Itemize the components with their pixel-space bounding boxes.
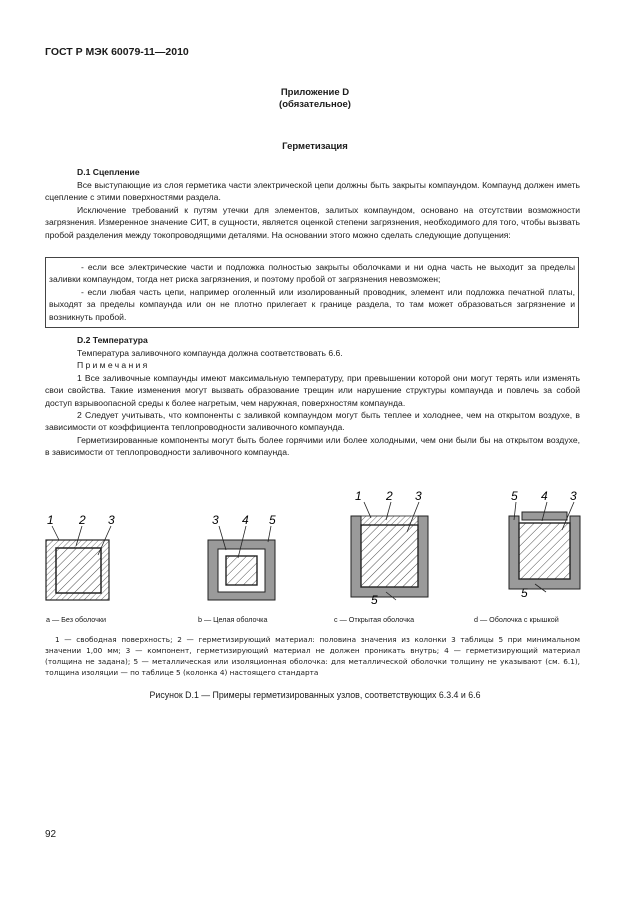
note-2: 2 Следует учитывать, что компоненты с заливкой компаундом могут быть теплее и холоднее, чем на открытом воздухе, в зависимости от коэффициента теплопроводности заливочного компаунда. xyxy=(45,410,580,433)
component xyxy=(226,556,257,585)
d1-text xyxy=(45,179,580,241)
label-1: 1 xyxy=(47,513,54,527)
assumption-2: - если любая часть цепи, например оголенный или изолированный проводник, элемент или подложка печатной платы, выходят за пределы компаунда или он не плотно прилегает к границе раздела, то там может образоваться загрязнение и возникнуть пробой. xyxy=(49,286,575,322)
document-id-header: ГОСТ Р МЭК 60079-11—2010 xyxy=(45,46,189,58)
d2-text xyxy=(45,347,580,459)
subcaption-a: а — Без оболочки xyxy=(46,615,106,624)
label-5: 5 xyxy=(269,513,276,527)
component xyxy=(361,525,418,587)
assumption-1: - если все электрические части и подложка полностью закрыты оболочками и ни одна часть не выходит за пределы заливки компаундом, тогда нет риска загрязнения, и поэтому пробой от загрязнения невозможен; xyxy=(49,262,575,285)
appendix-title: Приложение D xyxy=(280,87,350,98)
label-2: 2 xyxy=(386,489,393,503)
legend-text: 1 — свободная поверхность; 2 — герметизирующий материал: половина значения из колонки 3 таблицы 5 при минимальном значении 1,00 мм; 3 — компонент, герметизирующий материал не должен проникать внутрь; 4 — герметизирующий материал (толщина не задана); 5 — металлическая или изоляционная оболочка: для металлической оболочки толщину не указывают (см. 6.1), толщина изоляции — по таблице 5 (колонка 4) настоящего стандарта xyxy=(45,635,580,677)
figure-d1-diagrams xyxy=(0,480,630,620)
note-3: Герметизированные компоненты могут быть более горячими или более холодными, чем они были бы на открытом воздухе, в зависимости от теплопроводности заливочного компаунда. xyxy=(45,434,580,458)
notes-heading: Примечания xyxy=(77,360,150,371)
label-3: 3 xyxy=(108,513,115,527)
cover xyxy=(522,512,567,520)
potting-top-layer xyxy=(361,516,418,525)
section-title: Герметизация xyxy=(282,141,348,152)
figure-caption: Рисунок D.1 — Примеры герметизированных узлов, соответствующих 6.3.4 и 6.6 xyxy=(149,690,481,700)
component xyxy=(519,523,570,579)
component xyxy=(56,548,101,593)
d1-heading: D.1 Сцепление xyxy=(77,167,140,177)
figure-legend xyxy=(45,635,580,679)
d1-paragraph-2: Исключение требований к путям утечки для элементов, залитых компаундом, основано на отсутствии возможности загрязнения. Измеренное значение СИТ, в сущности, является оценкой степени загрязнения, необходимого для того, чтобы вызвать пробой разделения между токопроводящими деталями. На основании этого можно сделать следующие допущения: xyxy=(45,204,580,240)
d2-paragraph-1: Температура заливочного компаунда должна соответствовать 6.6. xyxy=(77,348,343,358)
subcaption-d: d — Оболочка с крышкой xyxy=(474,615,559,624)
label-3: 3 xyxy=(570,489,577,503)
label-5: 5 xyxy=(371,593,378,607)
label-3: 3 xyxy=(415,489,422,503)
appendix-status: (обязательное) xyxy=(279,99,351,110)
label-5: 5 xyxy=(521,586,528,600)
label-1: 1 xyxy=(355,489,362,503)
label-4: 4 xyxy=(541,489,548,503)
subcaption-c: с — Открытая оболочка xyxy=(334,615,415,624)
diagram-d-enclosure-with-cover xyxy=(509,489,580,600)
note-1: 1 Все заливочные компаунды имеют максимальную температуру, при превышении которой они могут терять или изменять свои свойства. Такие изменения могут вызвать образование трещин или нарушение структуры компаунда и повлечь за собой доступ взрывоопасной среды к более нагретым, чем наружная, поверхностям компаунда. xyxy=(45,372,580,408)
page-number: 92 xyxy=(45,829,57,840)
d2-heading: D.2 Температура xyxy=(77,335,148,345)
label-2: 2 xyxy=(79,513,86,527)
diagram-b-full-enclosure xyxy=(208,513,276,600)
diagram-c-open-enclosure xyxy=(351,489,428,607)
diagram-a-no-enclosure xyxy=(46,513,115,600)
label-4: 4 xyxy=(242,513,249,527)
label-5: 5 xyxy=(511,489,518,503)
d1-paragraph-1: Все выступающие из слоя герметика части электрической цепи должны быть закрыты компаундом. Компаунд должен иметь сцепление с этими поверхностями раздела. xyxy=(45,180,580,203)
label-3: 3 xyxy=(212,513,219,527)
subcaption-b: b — Целая оболочка xyxy=(198,615,268,624)
assumptions-box xyxy=(45,257,579,328)
